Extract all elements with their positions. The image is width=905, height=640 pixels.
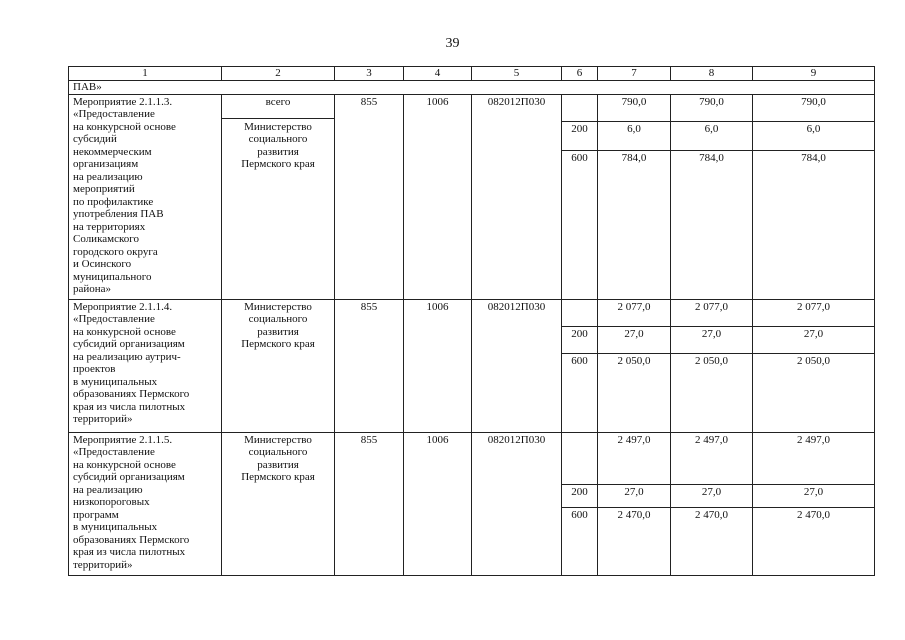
header-col-5: 5	[472, 67, 562, 81]
cell-col5: 082012П030	[472, 94, 562, 299]
cell-col7: 6,0	[598, 121, 671, 150]
measure-description: Мероприятие 2.1.1.5. «Предоставление на конкурсной основе субсидий организациям на реализацию низкопороговых программ в муниципальных образованиях Пермского края из числа пилотных территорий»	[69, 432, 222, 575]
budget-table	[68, 66, 875, 576]
cell-col4: 1006	[404, 299, 472, 432]
cell-col4: 1006	[404, 94, 472, 299]
cell-col8: 2 050,0	[671, 353, 753, 432]
measure-description: Мероприятие 2.1.1.3. «Предоставление на конкурсной основе субсидий некоммерческим организациям на реализацию мероприятий по профилактике употребления ПАВ на территориях Соликамского городского округа и Осинского муниципального района»	[69, 94, 222, 299]
cell-col3: 855	[335, 94, 404, 299]
cell-col6	[562, 432, 598, 484]
ministry-name: Министерство социального развития Пермского края	[222, 299, 335, 432]
cell-col7: 790,0	[598, 94, 671, 121]
header-col-2: 2	[222, 67, 335, 81]
cell-col6: 600	[562, 507, 598, 575]
ministry-name: Министерство социального развития Пермского края	[222, 432, 335, 575]
ministry-name: Министерство социального развития Пермского края	[241, 120, 315, 170]
cell-col9: 27,0	[753, 484, 875, 507]
cell-col8: 2 077,0	[671, 299, 753, 326]
cell-col7: 2 050,0	[598, 353, 671, 432]
cell-col4: 1006	[404, 432, 472, 575]
cell-col6: 600	[562, 353, 598, 432]
cell-col9: 2 077,0	[753, 299, 875, 326]
cell-col6: 200	[562, 121, 598, 150]
header-col-9: 9	[753, 67, 875, 81]
cell-col9: 2 470,0	[753, 507, 875, 575]
header-col-6: 6	[562, 67, 598, 81]
cell-col5: 082012П030	[472, 299, 562, 432]
cell-col7: 27,0	[598, 326, 671, 353]
total-label: всего	[222, 95, 334, 119]
header-row	[69, 67, 875, 81]
cell-col7: 2 470,0	[598, 507, 671, 575]
cell-col6: 200	[562, 484, 598, 507]
header-col-1: 1	[69, 67, 222, 81]
cell-col8: 790,0	[671, 94, 753, 121]
table-row	[69, 432, 875, 484]
header-col-3: 3	[335, 67, 404, 81]
cell-col6: 200	[562, 326, 598, 353]
cell-col9: 2 050,0	[753, 353, 875, 432]
cell-col9: 790,0	[753, 94, 875, 121]
cell-col3: 855	[335, 299, 404, 432]
table-row	[69, 94, 875, 121]
header-col-4: 4	[404, 67, 472, 81]
cell-col6	[562, 94, 598, 121]
cell-col7: 2 077,0	[598, 299, 671, 326]
cell-col3: 855	[335, 432, 404, 575]
cell-col9: 784,0	[753, 150, 875, 299]
cell-col7: 784,0	[598, 150, 671, 299]
cell-col9: 27,0	[753, 326, 875, 353]
cell-col9: 6,0	[753, 121, 875, 150]
continuation-row	[69, 81, 875, 95]
header-col-8: 8	[671, 67, 753, 81]
cell-col8: 27,0	[671, 484, 753, 507]
cell-col9: 2 497,0	[753, 432, 875, 484]
responsible-executor	[222, 94, 335, 299]
page-number: 39	[445, 36, 460, 51]
table-row	[69, 299, 875, 326]
cell-col6: 600	[562, 150, 598, 299]
cell-col7: 2 497,0	[598, 432, 671, 484]
cell-col8: 2 497,0	[671, 432, 753, 484]
cell-col8: 784,0	[671, 150, 753, 299]
cell-col5: 082012П030	[472, 432, 562, 575]
cell-col8: 27,0	[671, 326, 753, 353]
cell-col8: 2 470,0	[671, 507, 753, 575]
measure-description: Мероприятие 2.1.1.4. «Предоставление на конкурсной основе субсидий организациям на реализацию аутрич- проектов в муниципальных образованиях Пермского края из числа пилотных территорий»	[69, 299, 222, 432]
cell-col6	[562, 299, 598, 326]
cell-col8: 6,0	[671, 121, 753, 150]
cell-col7: 27,0	[598, 484, 671, 507]
header-col-7: 7	[598, 67, 671, 81]
continuation-text: ПАВ»	[69, 81, 875, 95]
